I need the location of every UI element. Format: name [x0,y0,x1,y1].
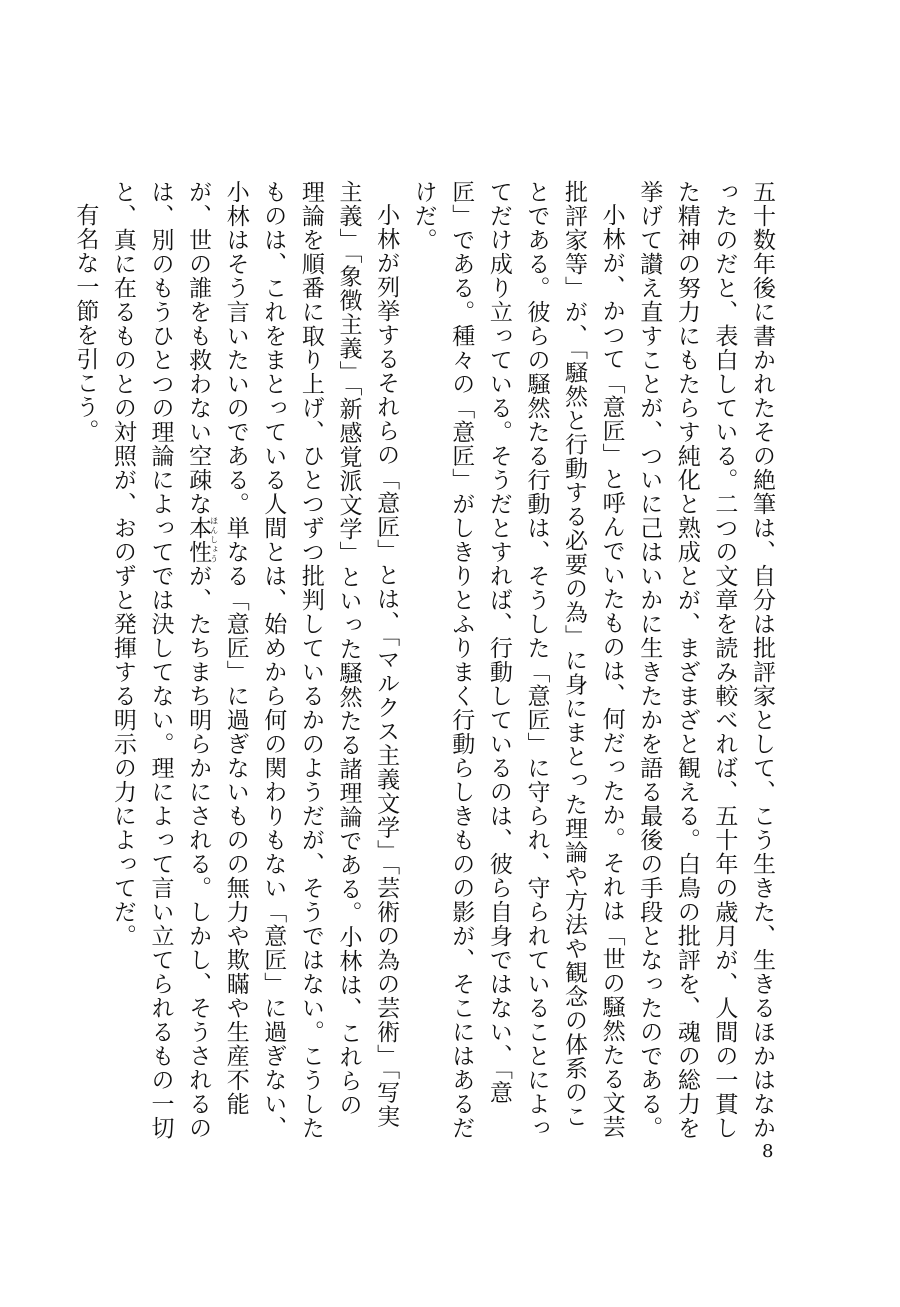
ruby-reading: ほんしょう [209,516,219,564]
paragraph-3: 小林が列挙するそれらの「意匠」とは、「マルクス主義文学」「芸術の為の芸術」「写実主義」「象徴主義」「新感覚派文学」といった騒然たる諸理論である。小林は、これらの理論を順番に取り上げ、ひとつずつ批判しているかのようだが、そうではない。こうしたものは、これをまとっている人間とは、始めから何の関わりもない「意匠」に過ぎない、小林はそう言いたいのである。単なる「意匠」に過ぎないものの無力や欺瞞や生産不能が、世の誰をも救わない空疎な本性ほんしょうが、たちまち明らかにされる。しかし、そうされるのは、別のもうひとつの理論によってでは決してない。理によって言い立てられるもの一切と、真に在るものとの対照が、おのずと発揮する明示の力によってだ。 [109,180,400,1140]
paragraph-4: 有名な一節を引こう。 [72,203,99,443]
paragraph-2: 小林が、かつて「意匠」と呼んでいたものは、何だったか。それは「世の騒然たる文芸批評家等」が、「騒然と行動する必要の為」に身にまとった理論や方法や観念の体系のことである。彼らの騒然たる行動は、そうした「意匠」に守られ、守られていることによってだけ成り立っている。そうだとすれば、行動しているのは、彼ら自身ではない、「意匠」である。種々の「意匠」がしきりとふりまく行動らしきものの影が、そこにはあるだけだ。 [410,180,625,1140]
page-number: 8 [762,1141,774,1162]
paragraph-1: 五十数年後に書かれたその絶筆は、自分は批評家として、こう生きた、生きるほかはなかったのだと、表白している。二つの文章を読み較べれば、五十年の歳月が、人間の一貫した精神の努力にもたらす純化と熟成とが、まざまざと観える。白鳥の批評を、魂の総力を挙げて讃え直すことが、ついに己はいかに生きたかを語る最後の手段となったのである。 [636,180,775,1140]
vertical-text-block [72,180,780,1140]
ruby-annotation: 本性ほんしょう [185,516,219,564]
